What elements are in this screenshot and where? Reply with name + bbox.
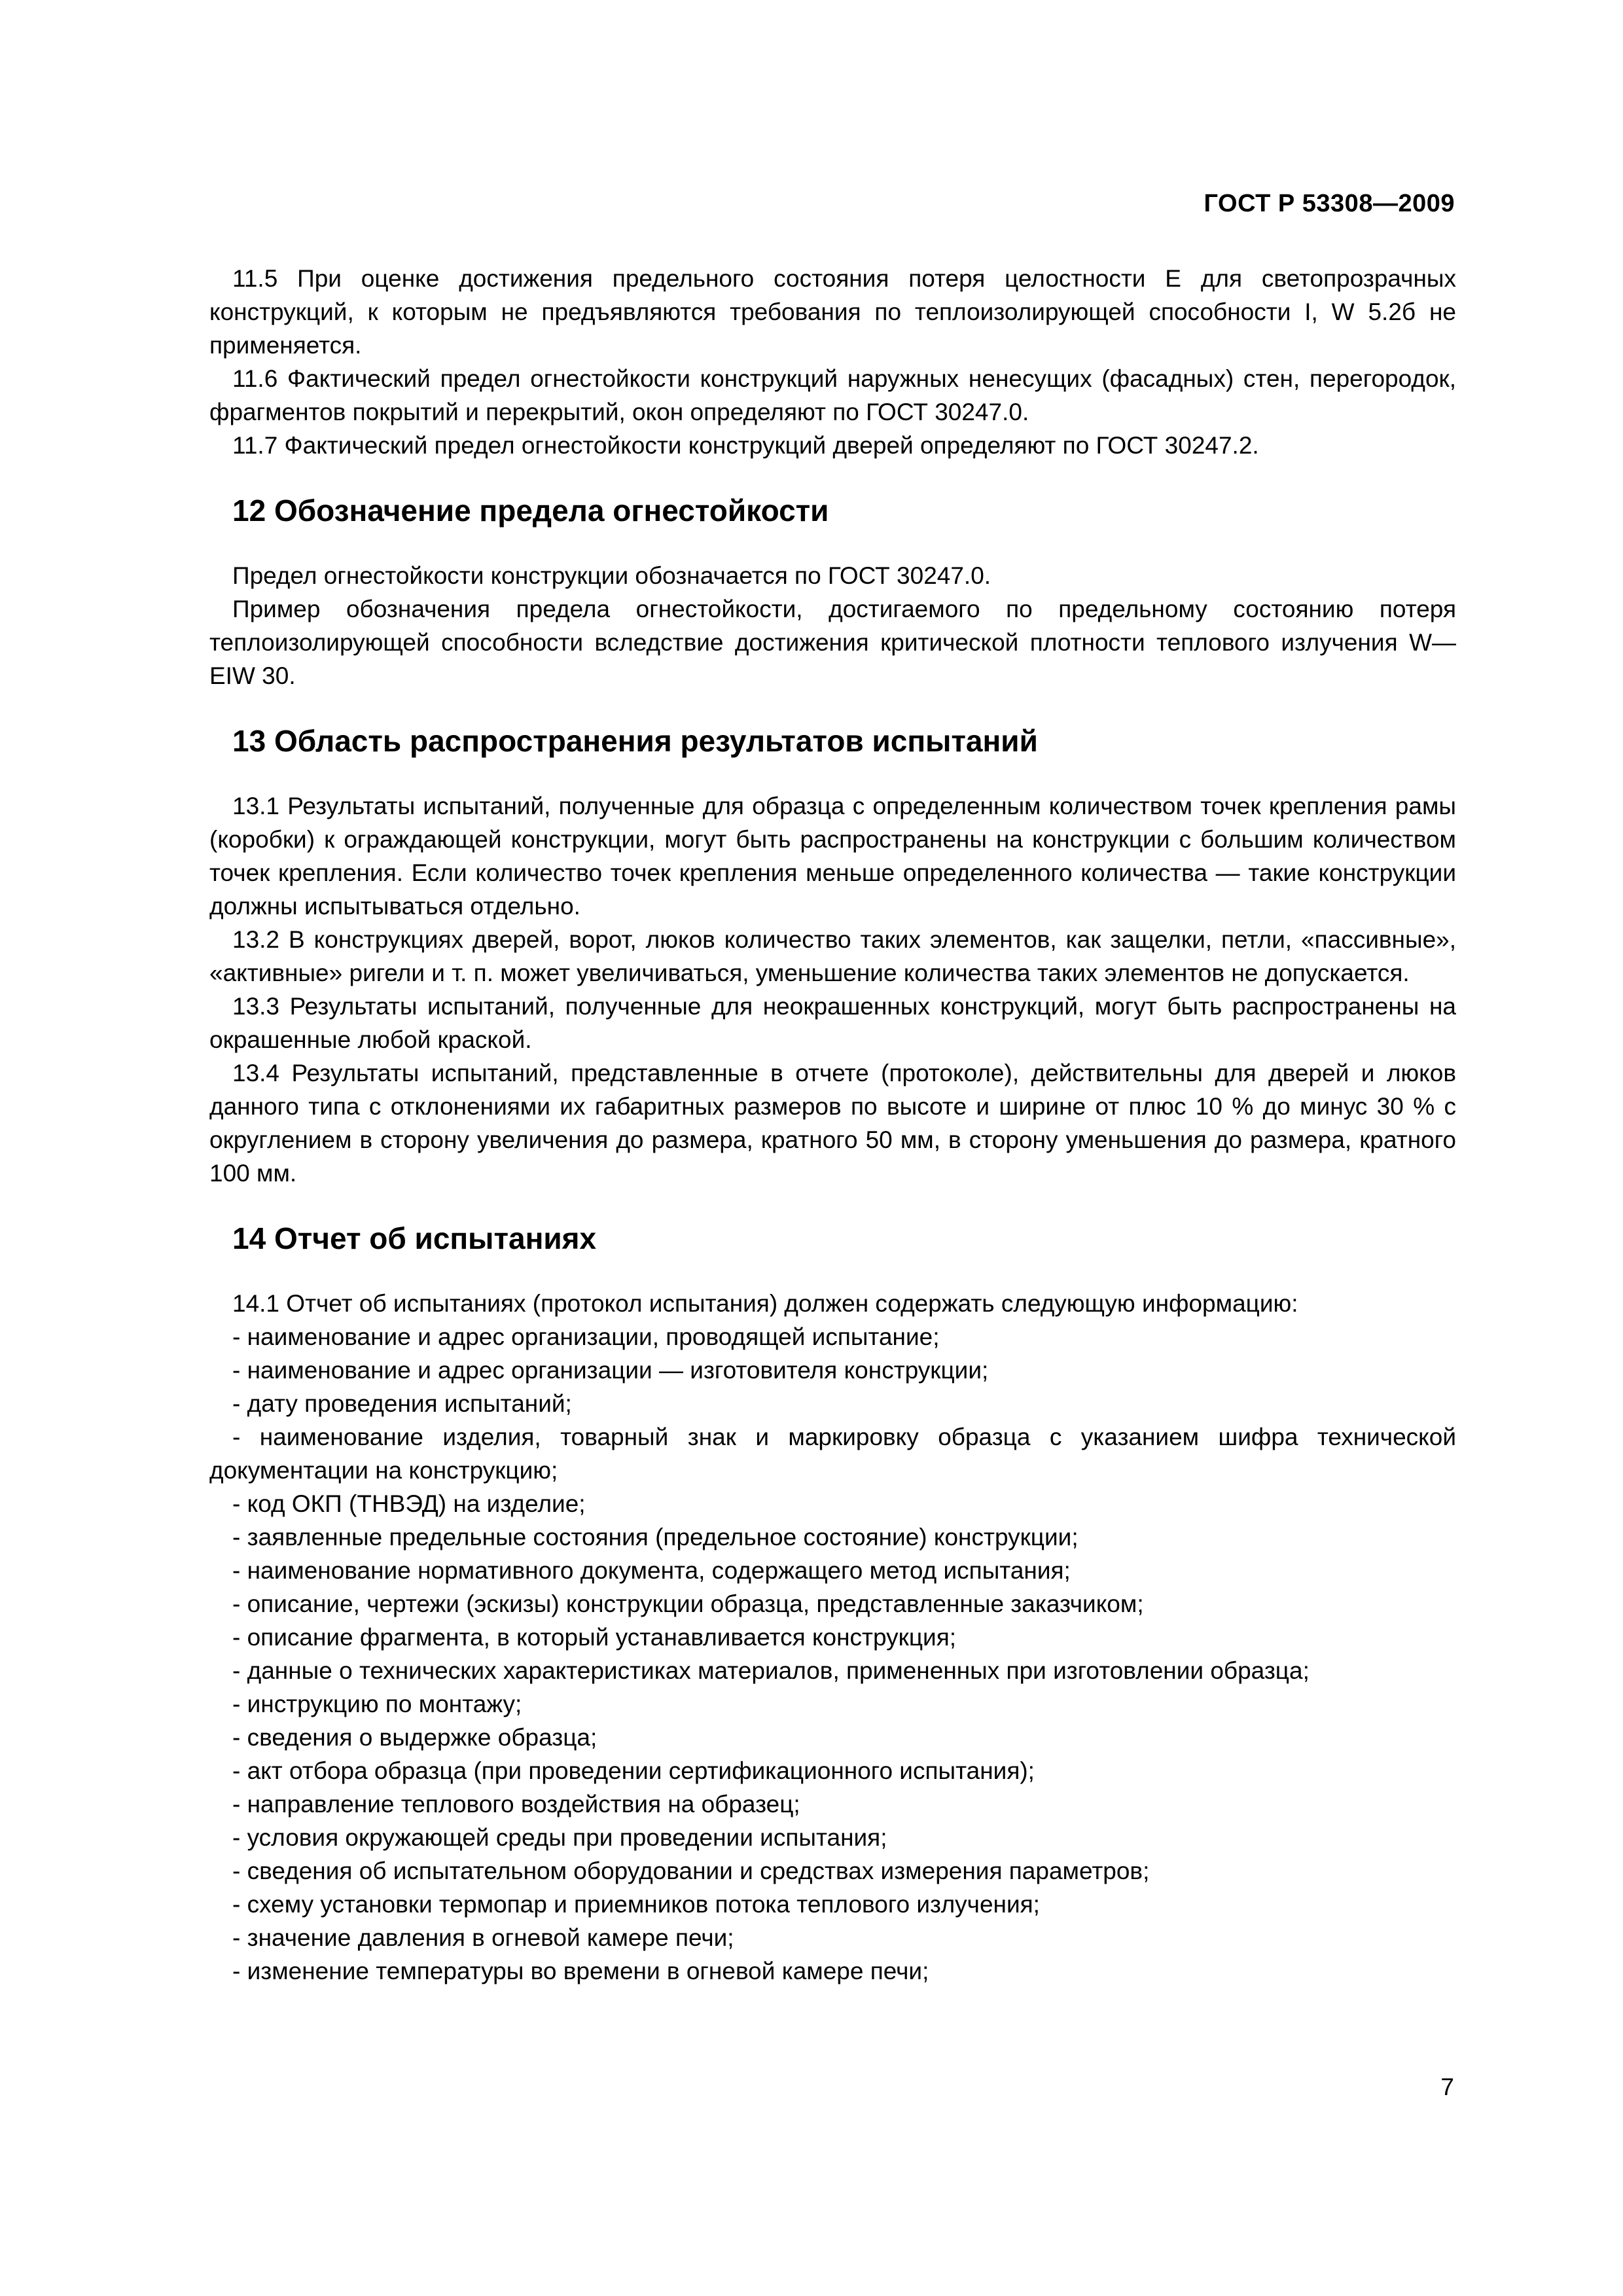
list-item: - дату проведения испытаний; xyxy=(232,1390,572,1417)
list-item: - наименование изделия, товарный знак и маркировку образца с указанием шифра технической документации на конструкцию; xyxy=(209,1424,1456,1484)
list-item: - описание фрагмента, в который устанавливается конструкция; xyxy=(232,1624,957,1651)
paragraph-11-5: 11.5 При оценке достижения предельного состояния потеря целостности Е для светопрозрачных конструкций, к которым не предъявляются требования по теплоизолирующей способности I, W 5.2б не применяется. xyxy=(209,265,1456,359)
list-item: - сведения о выдержке образца; xyxy=(232,1724,597,1751)
paragraph-13-2: 13.2 В конструкциях дверей, ворот, люков количество таких элементов, как защелки, петли, «пассивные», «активные» ригели и т. п. может увеличиваться, уменьшение количества таких элементов не допускается. xyxy=(209,926,1456,986)
list-item: - наименование и адрес организации, проводящей испытание; xyxy=(232,1323,940,1350)
list-item: - условия окружающей среды при проведении испытания; xyxy=(232,1824,887,1851)
paragraph-14-1: 14.1 Отчет об испытаниях (протокол испытания) должен содержать следующую информацию: xyxy=(232,1290,1298,1317)
list-item: - акт отбора образца (при проведении сертификационного испытания); xyxy=(232,1757,1035,1784)
list-item: - наименование нормативного документа, содержащего метод испытания; xyxy=(232,1557,1071,1584)
list-item: - сведения об испытательном оборудовании и средствах измерения параметров; xyxy=(232,1857,1150,1884)
paragraph-11-6: 11.6 Фактический предел огнестойкости конструкций наружных ненесущих (фасадных) стен, перегородок, фрагментов покрытий и перекрытий, окон определяют по ГОСТ 30247.0. xyxy=(209,365,1456,425)
list-item: - изменение температуры во времени в огневой камере печи; xyxy=(232,1958,929,1984)
paragraph-13-3: 13.3 Результаты испытаний, полученные для неокрашенных конструкций, могут быть распространены на окрашенные любой краской. xyxy=(209,993,1456,1053)
standard-header: ГОСТ Р 53308—2009 xyxy=(1204,190,1455,217)
section-12-heading: 12 Обозначение предела огнестойкости xyxy=(232,493,829,528)
list-item: - значение давления в огневой камере печи; xyxy=(232,1924,734,1951)
paragraph-13-4: 13.4 Результаты испытаний, представленные в отчете (протоколе), действительны для дверей и люков данного типа с отклонениями их габаритных размеров по высоте и ширине от плюс 10 % до минус 30 % с округлением в сторону увеличения до размера, кратного 50 мм, в сторону уменьшения до размера, кратного 100 мм. xyxy=(209,1060,1456,1187)
list-item: - данные о технических характеристиках материалов, примененных при изготовлении образца; xyxy=(232,1657,1310,1684)
list-item: - схему установки термопар и приемников потока теплового излучения; xyxy=(232,1891,1040,1918)
list-item: - направление теплового воздействия на образец; xyxy=(232,1791,800,1818)
section-12-paragraph: Предел огнестойкости конструкции обозначается по ГОСТ 30247.0. xyxy=(232,562,991,589)
page-number: 7 xyxy=(1440,2073,1454,2100)
section-12-paragraph: Пример обозначения предела огнестойкости, достигаемого по предельному состоянию потеря теплоизолирующей способности вследствие достижения критической плотности теплового излучения W—EIW 30. xyxy=(209,596,1456,689)
paragraph-13-1: 13.1 Результаты испытаний, полученные для образца с определенным количеством точек крепления рамы (коробки) к ограждающей конструкции, могут быть распространены на конструкции с большим количеством точек крепления. Если количество точек крепления меньше определенного количества — такие конструкции должны испытываться отдельно. xyxy=(209,793,1456,920)
section-14-heading: 14 Отчет об испытаниях xyxy=(232,1221,597,1255)
list-item: - код ОКП (ТНВЭД) на изделие; xyxy=(232,1490,586,1517)
list-item: - инструкцию по монтажу; xyxy=(232,1691,522,1717)
paragraph-11-7: 11.7 Фактический предел огнестойкости конструкций дверей определяют по ГОСТ 30247.2. xyxy=(232,432,1259,459)
list-item: - описание, чертежи (эскизы) конструкции образца, представленные заказчиком; xyxy=(232,1590,1144,1617)
section-13-heading: 13 Область распространения результатов испытаний xyxy=(232,724,1038,758)
report-contents-list xyxy=(209,1320,1456,1988)
list-item: - заявленные предельные состояния (предельное состояние) конструкции; xyxy=(232,1524,1079,1551)
document-body xyxy=(209,262,1456,1988)
list-item: - наименование и адрес организации — изготовителя конструкции; xyxy=(232,1357,989,1384)
